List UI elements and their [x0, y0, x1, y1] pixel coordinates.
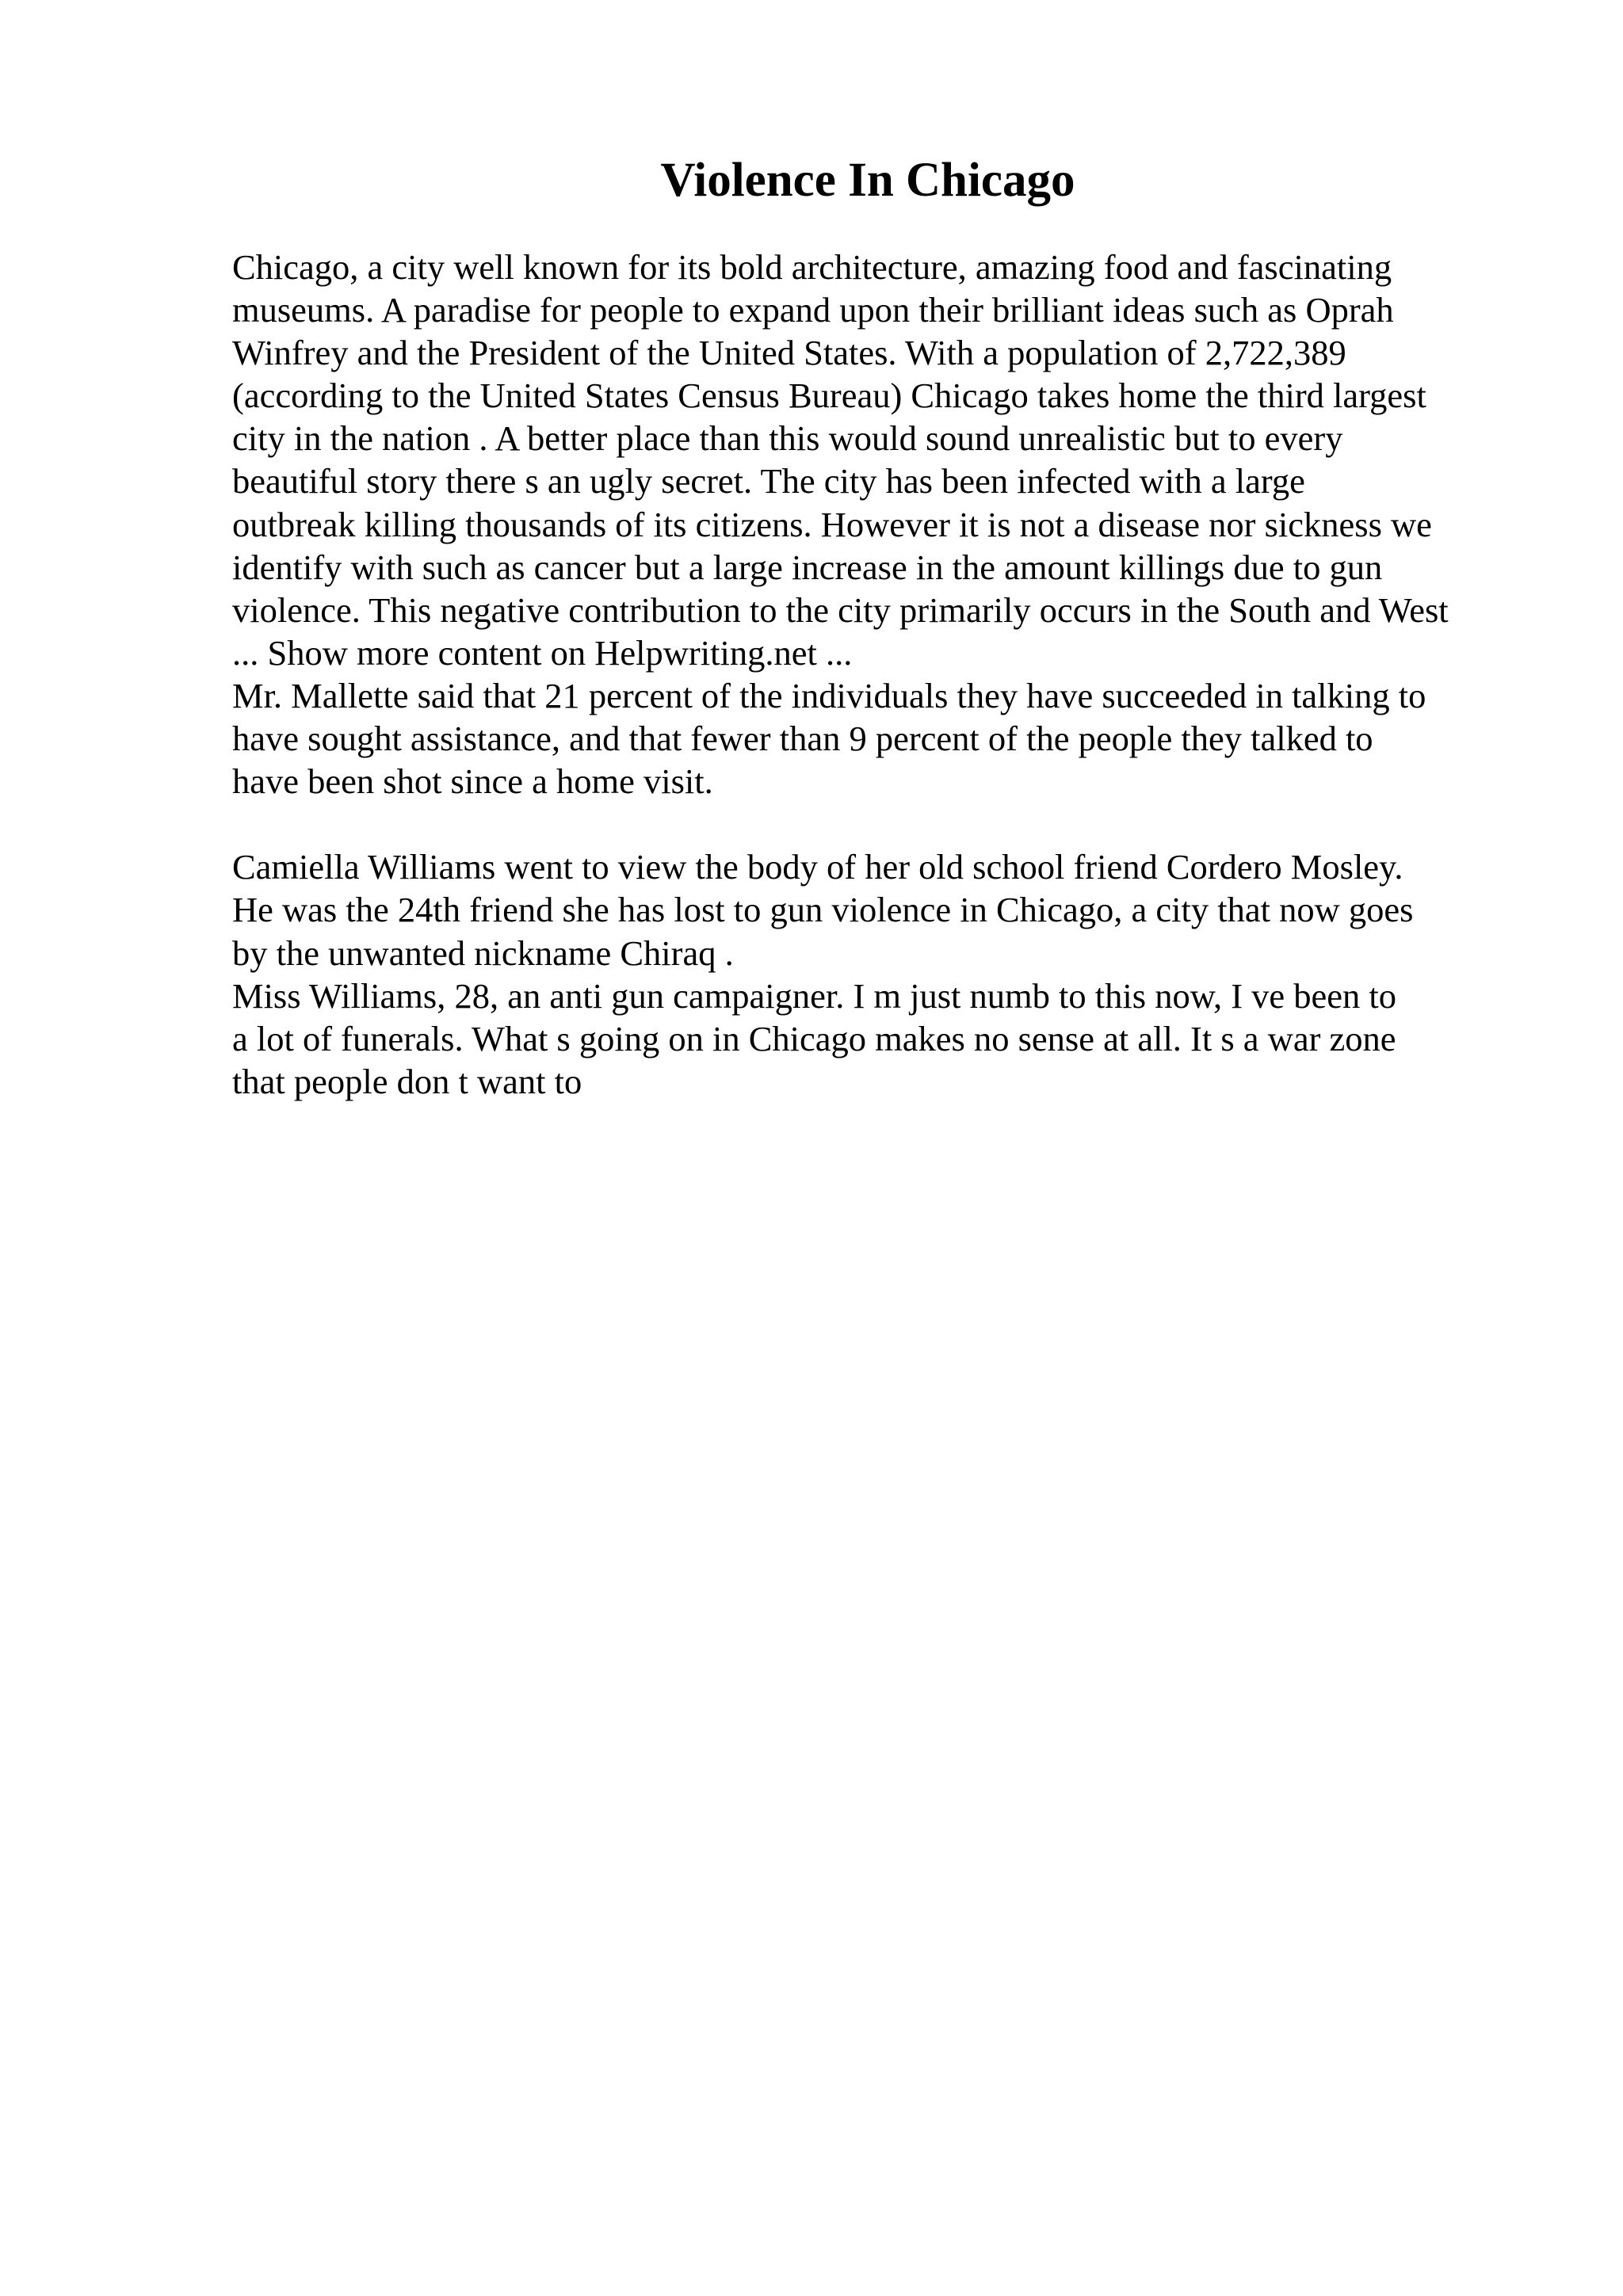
body-line: Winfrey and the President of the United States. With a population of 2,722,389	[232, 333, 1346, 373]
body-line: He was the 24th friend she has lost to gun violence in Chicago, a city that now goes	[232, 890, 1414, 930]
body-line: identify with such as cancer but a large increase in the amount killings due to gun	[232, 547, 1383, 587]
body-line: have sought assistance, and that fewer than 9 percent of the people they talked to	[232, 719, 1373, 759]
body-line: (according to the United States Census Bureau) Chicago takes home the third largest	[232, 376, 1426, 416]
body-line: city in the nation . A better place than this would sound unrealistic but to every	[232, 418, 1343, 459]
document-title: Violence In Chicago	[660, 154, 1075, 207]
show-more-line: ... Show more content on Helpwriting.net ...	[232, 632, 853, 673]
body-line: that people don t want to	[232, 1061, 582, 1101]
body-line: a lot of funerals. What s going on in Chicago makes no sense at all. It s a war zone	[232, 1018, 1396, 1058]
body-line: Camiella Williams went to view the body of her old school friend Cordero Mosley.	[232, 847, 1403, 887]
body-line: Miss Williams, 28, an anti gun campaigner. I m just numb to this now, I ve been to	[232, 975, 1396, 1016]
document-body	[232, 246, 1532, 1103]
body-line: by the unwanted nickname Chiraq .	[232, 933, 734, 973]
body-line: Chicago, a city well known for its bold architecture, amazing food and fascinating	[232, 247, 1392, 287]
body-line: beautiful story there s an ugly secret. The city has been infected with a large	[232, 461, 1305, 502]
body-line: have been shot since a home visit.	[232, 761, 713, 802]
paragraph-gap	[232, 803, 1532, 845]
body-line: violence. This negative contribution to the city primarily occurs in the South and West	[232, 589, 1449, 630]
body-line: museums. A paradise for people to expand upon their brilliant ideas such as Oprah	[232, 290, 1394, 330]
body-line: outbreak killing thousands of its citizens. However it is not a disease nor sickness we	[232, 504, 1432, 544]
body-line: Mr. Mallette said that 21 percent of the individuals they have succeeded in talking to	[232, 675, 1426, 715]
